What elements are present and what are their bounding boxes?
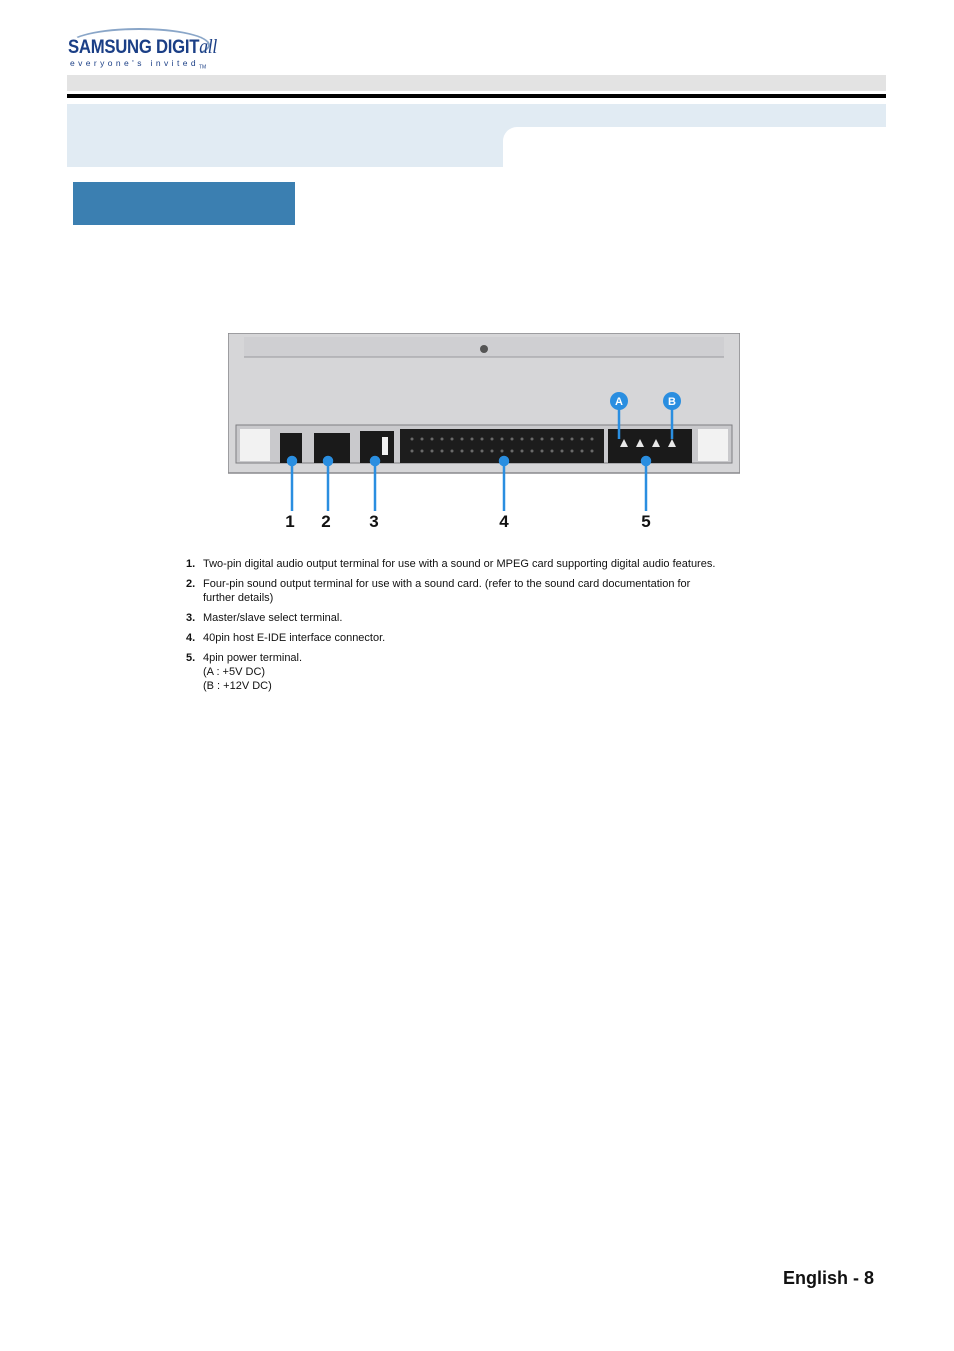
note-item-5 <box>186 651 786 693</box>
note-text: 40pin host E-IDE interface connector. <box>203 632 386 644</box>
section-heading-box <box>73 182 295 225</box>
callout-number-1: 1 <box>285 512 295 531</box>
note-item-2 <box>186 577 786 605</box>
note-text: Master/slave select terminal. <box>203 612 343 624</box>
callout-number-3: 3 <box>369 512 379 531</box>
rear-panel-drawing <box>228 333 740 533</box>
note-item-1 <box>186 557 786 571</box>
drive-screw-hole <box>480 345 488 353</box>
note-item-3 <box>186 611 786 625</box>
note-text: Four-pin sound output terminal for use with a sound card. (refer to the sound card documentation for <box>203 578 691 590</box>
note-text: Two-pin digital audio output terminal for use with a sound or MPEG card supporting digital audio features. <box>203 558 716 570</box>
note-text: (B : +12V DC) <box>203 680 272 692</box>
left-vent <box>240 429 270 461</box>
logo-brand <box>68 36 217 59</box>
header-rule <box>67 94 886 98</box>
callout-letter-b: B <box>668 396 676 408</box>
note-number: 1. <box>186 558 196 570</box>
logo-brand-text: SAMSUNG DIGIT <box>68 37 200 58</box>
note-text: (A : +5V DC) <box>203 666 266 678</box>
note-number: 4. <box>186 632 196 644</box>
rear-panel-figure <box>228 333 740 533</box>
note-number: 3. <box>186 612 196 624</box>
connector-notes-list <box>186 557 786 699</box>
page-number: English - 8 <box>782 1268 874 1288</box>
callout-number-2: 2 <box>321 512 331 531</box>
logo-tagline-text: everyone's invited <box>70 58 199 68</box>
samsung-logo <box>68 26 218 70</box>
note-number: 5. <box>186 652 196 664</box>
header-gray-strip <box>67 75 886 91</box>
right-vent <box>698 429 728 461</box>
callout-letter-a: A <box>615 396 623 408</box>
note-text: further details) <box>203 592 274 604</box>
note-item-4 <box>186 631 786 645</box>
title-band-notch <box>503 127 886 167</box>
logo-tagline <box>70 58 206 71</box>
note-text: 4pin power terminal. <box>203 652 303 664</box>
jumper-cap <box>382 437 388 455</box>
callout-number-5: 5 <box>641 512 651 531</box>
callout-number-4: 4 <box>499 512 509 531</box>
note-number: 2. <box>186 578 196 590</box>
logo-brand-suffix: all <box>199 36 218 58</box>
logo-tm: TM <box>198 64 207 71</box>
